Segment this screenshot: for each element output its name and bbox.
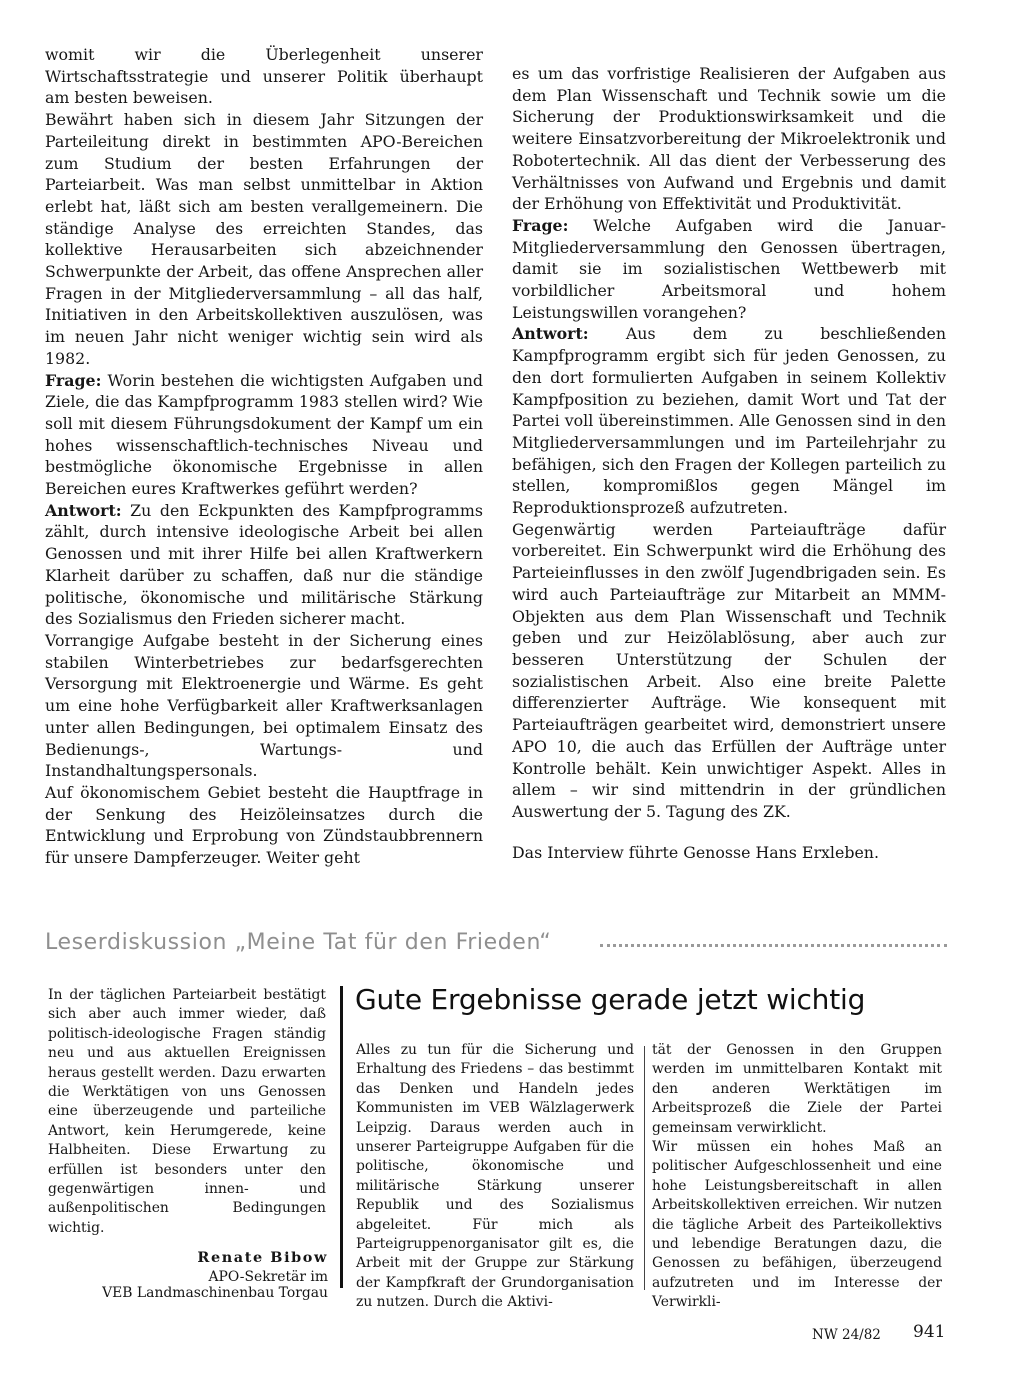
paragraph: Auf ökonomischem Gebiet besteht die Hauptfrage in der Senkung des Heizöleinsatzes durch die Entwicklung und Erprobung von Zündstaubbrennern für unsere Dampferzeuger. Weiter geht [45, 782, 483, 868]
author-organization: VEB Landmaschinenbau Torgau [102, 1285, 328, 1301]
question-text: Welche Aufgaben wird die Januar-Mitgliederversammlung den Genossen übertragen, damit sie im sozialistischen Wettbewerb mit vorbildlicher Arbeitsmoral und hohem Leistungswillen vorangehen? [512, 215, 946, 322]
dotted-rule [600, 944, 947, 947]
column-divider [644, 1046, 645, 1290]
vertical-divider [340, 986, 343, 1288]
question-paragraph [45, 370, 483, 500]
answer-label: Antwort: [45, 500, 122, 520]
question-label: Frage: [45, 370, 102, 390]
issue-number: NW 24/82 [812, 1327, 881, 1343]
article-title: Gute Ergebnisse gerade jetzt wichtig [355, 983, 866, 1016]
answer-text: Aus dem zu beschließenden Kampfprogramm ergibt sich für jeden Genossen, zu den dort formulierten Aufgaben in seinem Kollektiv Kampfposition zu beziehen, damit Wort und Tat der Partei voll übereinstimmen. Alle Genossen sind in den Mitgliederversammlungen und im Parteilehrjahr zu befähigen, sich den Fragen der Kollegen parteilich zu stellen, kompromißlos gegen Mängel im Reproduktionsprozeß aufzutreten. [512, 324, 946, 518]
paragraph: Bewährt haben sich in diesem Jahr Sitzungen der Parteileitung direkt in bestimmten APO-Bereichen zum Studium der besten Erfahrungen der Parteiarbeit. Was man selbst unmittelbar in Aktion erlebt hat, läßt sich am besten verallgemeinern. Die ständige Analyse des erreichten Standes, das kollektive Herausarbeiten sich abzeichnender Schwerpunkte der Arbeit, das offene Ansprechen aller Fragen in der Mitgliederversammlung – all das half, Initiativen in den Arbeitskollektiven auszulösen, was im neuen Jahr nicht weniger wichtig sein wird als 1982. [45, 110, 483, 368]
article-column-1 [356, 1041, 634, 1313]
paragraph: Gegenwärtig werden Parteiaufträge dafür vorbereitet. Ein Schwerpunkt wird die Erhöhung des Parteieinflusses in den zwölf Jugendbrigaden sein. Es wird auch Parteiaufträge zur Mitarbeit an MMM-Objekten aus dem Plan Wissenschaft und Technik geben und zur Heizölablösung, aber auch zur besseren Unterstützung der Schulen der sozialistischen Arbeit. Also eine breite Palette differenzierter Aufträge. Wie konsequent mit Parteiaufträgen gearbeitet wird, demonstriert unsere APO 10, die auch das Erfüllen der Aufträge unter Kontrolle behält. Kein unwichtiger Aspekt. Alles in allem – wir sind mittendrin in der gründlichen Auswertung der 5. Tagung des ZK. [512, 519, 946, 821]
author-role: APO-Sekretär im [208, 1268, 328, 1285]
question-paragraph [512, 215, 946, 324]
paragraph: es um das vorfristige Realisieren der Aufgaben aus dem Plan Wissenschaft und Technik sowie um die Sicherung der Produktionswirksamkeit und die weitere Einsatzvorbereitung der Mikroelektronik und Robotertechnik. All das dient der Verbesserung des Verhältnisses von Aufwand und Ergebnis und damit der Erhöhung von Effektivität und Produktivität. [512, 64, 946, 214]
reader-letter [48, 986, 326, 1238]
paragraph: Vorrangige Aufgabe besteht in der Sicherung eines stabilen Winterbetriebes zur bedarfsgerechten Versorgung mit Elektroenergie und Wärme. Es geht um eine hohe Verfügbarkeit aller Kraftwerksanlagen unter allen Bedingungen, bei optimalem Einsatz des Bedienungs-, Wartungs- und Instandhaltungspersonals. [45, 630, 483, 781]
interview-column-right [512, 63, 946, 863]
interview-column-left [45, 44, 483, 869]
letter-text: In der täglichen Parteiarbeit bestätigt sich aber auch immer wieder, daß politisch-ideologische Fragen ständig neu und aus aktuellen Ereignissen heraus gestellt werden. Dazu erwarten die Werktätigen von uns Genossen eine überzeugende und parteiliche Antwort, kein Herumgerede, keine Halbheiten. Diese Erwartung zu erfüllen ist besonders unter den gegenwärtigen innen- und außenpolitischen Bedingungen wichtig. [48, 987, 326, 1236]
answer-paragraph [512, 323, 946, 518]
answer-label: Antwort: [512, 324, 589, 344]
series-heading [45, 930, 947, 960]
letter-signature [48, 1250, 328, 1302]
article-column-2 [652, 1041, 942, 1313]
paragraph: tät der Genossen in den Gruppen werden im unmittelbaren Kontakt mit den anderen Werktätigen im Arbeitsprozeß die Ziele der Partei gemeinsam verwirklicht. [652, 1042, 942, 1136]
answer-paragraph [45, 500, 483, 630]
interview-credit: Das Interview führte Genosse Hans Erxleben. [512, 842, 879, 862]
paragraph: Wir müssen ein hohes Maß an politischer Aufgeschlossenheit und eine hohe Leistungsbereitschaft in allen Arbeitskollektiven erreichen. Wir nutzen die tägliche Arbeit des Parteikollektivs und lebendige Beratungen dazu, die Genossen zu befähigen, überzeugend aufzutreten und im Interesse der Verwirkli- [652, 1139, 942, 1311]
author-name: Renate Bibow [197, 1249, 328, 1266]
paragraph: womit wir die Überlegenheit unserer Wirtschaftsstrategie und unserer Politik überhaupt am besten beweisen. [45, 45, 483, 108]
paragraph: Alles zu tun für die Sicherung und Erhaltung des Friedens – das bestimmt das Denken und Handeln jedes Kommunisten im VEB Wälzlagerwerk Leipzig. Daraus werden auch in unserer Parteigruppe Aufgaben für die politische, ökonomische und militärische Stärkung unserer Republik und des Sozialismus abgeleitet. Für mich als Parteigruppenorganisator gilt es, die Arbeit mit der Gruppe zur Stärkung der Kampfkraft der Grundorganisation zu nutzen. Durch die Aktivi- [356, 1042, 634, 1311]
question-text: Worin bestehen die wichtigsten Aufgaben und Ziele, die das Kampfprogramm 1983 stellen wird? Wie soll mit diesem Führungsdokument der Kampf um ein hohes wissenschaftlich-technisches Niveau und bestmögliche ökonomische Ergebnisse in allen Bereichen eures Kraftwerkes geführt werden? [45, 370, 483, 499]
page-number: 941 [913, 1322, 946, 1342]
answer-text: Zu den Eckpunkten des Kampfprogramms zählt, durch intensive ideologische Arbeit bei allen Genossen und mit ihrer Hilfe bei allen Kraftwerkern Klarheit darüber zu schaffen, daß nur die ständige politische, ökonomische und militärische Stärkung des Sozialismus den Frieden sicherer macht. [45, 500, 483, 629]
series-title: Leserdiskussion „Meine Tat für den Frieden“ [45, 930, 552, 955]
question-label: Frage: [512, 215, 569, 235]
